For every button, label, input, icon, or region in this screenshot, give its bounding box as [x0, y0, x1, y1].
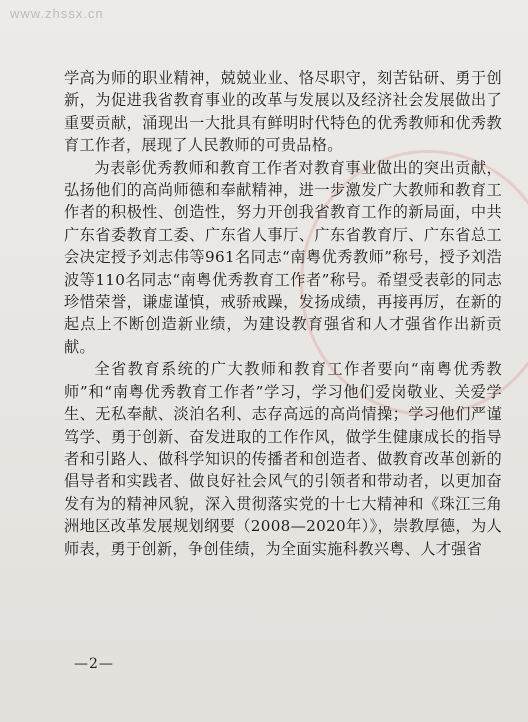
page-number: —2—	[74, 656, 114, 672]
paragraph-call-to-learn: 全省教育系统的广大教师和教育工作者要向“南粤优秀教师”和“南粤优秀教育工作者”学习，学习他们爱岗敬业、关爱学生、无私奉献、淡泊名利、志存高远的高尚情操；学习他们严谨笃学、勇于创新、奋发进取的工作作风，做学生健康成长的指导者和引路人、做科学知识的传播者和创造者、做教育改革创新的倡导者和实践者、做良好社会风气的引领者和带动者，以更加奋发有为的精神风貌，深入贯彻落实党的十七大精神和《珠江三角洲地区改革发展规划纲要（2008—2020年）》，崇教厚德，为人师表，勇于创新，争创佳绩，为全面实施科教兴粤、人才强省	[64, 360, 502, 558]
document-body	[64, 67, 502, 560]
paragraph-continuation: 学高为师的职业精神，兢兢业业、恪尽职守，刻苦钻研、勇于创新，为促进我省教育事业的改革与发展以及经济社会发展做出了重要贡献，涌现出一大批具有鲜明时代特色的优秀教师和优秀教育工作者，展现了人民教师的可贵品格。	[64, 69, 502, 155]
paragraph-commendation: 为表彰优秀教师和教育工作者对教育事业做出的突出贡献，弘扬他们的高尚师德和奉献精神，进一步激发广大教师和教育工作者的积极性、创造性，努力开创我省教育工作的新局面，中共广东省委教育工委、广东省人事厅、广东省教育厅、广东省总工会决定授予刘志伟等961名同志“南粤优秀教师”称号，授予刘浩波等110名同志“南粤优秀教育工作者”称号。希望受表彰的同志珍惜荣誉，谦虚谨慎，戒骄戒躁，发扬成绩，再接再厉，在新的起点上不断创造新业绩，为建设教育强省和人才强省作出新贡献。	[64, 158, 502, 356]
site-watermark: www.zhssx.cn	[10, 6, 104, 21]
